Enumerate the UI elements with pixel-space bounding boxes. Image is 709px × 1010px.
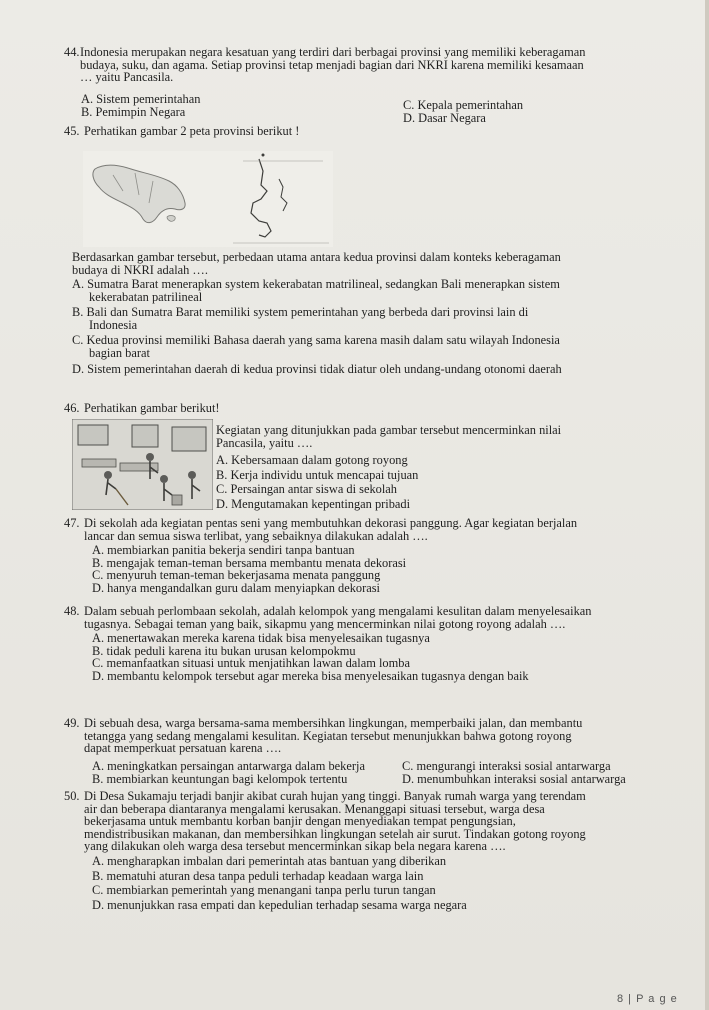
question-text: lancar dan semua siswa terlibat, yang sebaiknya dilakukan adalah …. (84, 528, 428, 543)
option-d[interactable]: D. Mengutamakan kepentingan pribadi (216, 496, 411, 511)
option-a[interactable]: A. membiarkan panitia bekerja sendiri tanpa bantuan (92, 543, 355, 558)
page-number: 8 | P a g e (617, 993, 678, 1005)
question-45-options (72, 278, 692, 375)
option-a[interactable]: A. menertawakan mereka karena tidak bisa menyelesaikan tugasnya (92, 631, 430, 646)
option-b[interactable]: B. Pemimpin Negara (81, 105, 186, 119)
option-d[interactable]: D. Dasar Negara (403, 111, 486, 125)
classroom-cleaning-image (72, 419, 213, 510)
option-c[interactable]: C. Persaingan antar siswa di sekolah (216, 482, 398, 497)
question-text: Pancasila, yaitu …. (216, 435, 313, 450)
question-number: 47. (64, 516, 80, 530)
question-text: tetangga yang sedang mengalami kesulitan. Kegiatan tersebut menunjukkan bahwa gotong royong (84, 728, 572, 743)
option-a[interactable]: A. Sumatra Barat menerapkan system kekerabatan matrilineal, sedangkan Bali menerapkan sistem (72, 277, 560, 291)
question-46-body (216, 424, 686, 511)
option-c[interactable]: C. memanfaatkan situasi untuk menjatihkan lawan dalam lomba (92, 656, 410, 671)
question-text: Dalam sebuah perlombaan sekolah, adalah kelompok yang mengalami kesulitan dalam menyelesaikan (84, 604, 592, 618)
option-b[interactable]: B. mengajak teman-teman bersama membantu menata dekorasi (92, 555, 407, 570)
question-text: air dan beberapa diantaranya mengalami kerusakan. Menanggapi situasi tersebut, warga desa (84, 801, 545, 816)
option-b[interactable]: B. membiarkan keuntungan bagi kelompok tertentu (92, 772, 348, 786)
question-45-body (72, 251, 692, 276)
option-c[interactable]: C. Kedua provinsi memiliki Bahasa daerah yang sama karena masih dalam satu wilayah Indonesia (72, 333, 560, 348)
question-text: Di Desa Sukamaju terjadi banjir akibat curah hujan yang tinggi. Banyak rumah warga yang terendam (84, 789, 586, 803)
option-b[interactable]: B. mematuhi aturan desa tanpa peduli terhadap keadaan warga lain (92, 868, 424, 883)
option-c[interactable]: C. mengurangi interaksi sosial antarwarga (402, 759, 611, 773)
option-d[interactable]: D. membantu kelompok tersebut agar mereka bisa menyelesaikan tugasnya dengan baik (92, 668, 529, 683)
question-text: budaya di NKRI adalah …. (72, 262, 208, 277)
question-number: 44. (64, 45, 80, 59)
question-prompt: Perhatikan gambar 2 peta provinsi berikut ! (84, 124, 300, 138)
question-text: Di sebuah desa, warga bersama-sama membersihkan lingkungan, memperbaiki jalan, dan membantu (84, 716, 583, 730)
option-c-cont[interactable]: bagian barat (89, 345, 150, 360)
question-text: Berdasarkan gambar tersebut, perbedaan utama antara kedua provinsi dalam konteks keberagaman (72, 250, 561, 264)
option-b[interactable]: B. tidak peduli karena itu bukan urusan kelompokmu (92, 643, 356, 658)
option-c[interactable]: C. membiarkan pemerintah yang menangani tanpa perlu turun tangan (92, 883, 436, 898)
question-text: dapat memperkuat persatuan karena …. (84, 741, 282, 756)
option-d[interactable]: D. menunjukkan rasa empati dan kepedulian terhadap sesama warga negara (92, 897, 467, 912)
question-prompt: Perhatikan gambar berikut! (84, 401, 220, 415)
option-d[interactable]: D. menumbuhkan interaksi sosial antarwarga (402, 772, 626, 786)
question-number: 49. (64, 716, 80, 730)
question-text: Indonesia merupakan negara kesatuan yang terdiri dari berbagai provinsi yang memiliki keberagaman (80, 45, 586, 59)
question-number: 46. (64, 401, 80, 415)
question-text: … yaitu Pancasila. (80, 70, 174, 85)
question-text: tugasnya. Sebagai teman yang baik, sikapmu yang mencerminkan nilai gotong royong adalah …. (84, 616, 566, 631)
option-b[interactable]: B. Bali dan Sumatra Barat memiliki system pemerintahan yang berbeda dari provinsi lain di (72, 305, 529, 320)
question-text: budaya, suku, dan agama. Setiap provinsi tetap menjadi bagian dari NKRI karena memiliki kesamaan (80, 57, 584, 72)
page-edge (705, 0, 709, 1010)
question-text: mendistribusikan makanan, dan membersihkan lingkungan setelah air surut. Tindakan gotong royong (84, 826, 586, 841)
option-c[interactable]: C. menyuruh teman-teman bekerjasama menata panggung (92, 568, 381, 583)
question-number: 45. (64, 124, 80, 138)
question-text: Kegiatan yang ditunjukkan pada gambar tersebut mencerminkan nilai (216, 423, 562, 437)
question-text: bekerjasama untuk membantu korban banjir dengan menyediakan tempat pengungsian, (84, 814, 516, 829)
map-illustration (83, 151, 333, 247)
option-a[interactable]: A. Sistem pemerintahan (81, 92, 201, 106)
option-d[interactable]: D. hanya mengandalkan guru dalam menyiapkan dekorasi (92, 580, 380, 595)
province-maps-image (83, 151, 333, 247)
question-number: 50. (64, 789, 80, 803)
option-b-cont[interactable]: Indonesia (89, 317, 138, 332)
question-text: Di sekolah ada kegiatan pentas seni yang membutuhkan dekorasi panggung. Agar kegiatan berjalan (84, 516, 578, 530)
option-d[interactable]: D. Sistem pemerintahan daerah di kedua provinsi tidak diatur oleh undang-undang otonomi daerah (72, 361, 562, 376)
question-number: 48. (64, 604, 80, 618)
option-a[interactable]: A. mengharapkan imbalan dari pemerintah atas bantuan yang diberikan (92, 853, 447, 868)
option-c[interactable]: C. Kepala pemerintahan (403, 98, 524, 112)
cleaning-illustration (72, 419, 213, 510)
option-b[interactable]: B. Kerja individu untuk mencapai tujuan (216, 467, 419, 482)
option-a-cont[interactable]: kekerabatan patrilineal (89, 289, 203, 304)
option-a[interactable]: A. meningkatkan persaingan antarwarga dalam bekerja (92, 759, 365, 773)
question-text: yang dilakukan oleh warga desa tersebut mencerminkan sikap bela negara karena …. (84, 839, 506, 854)
option-a[interactable]: A. Kebersamaan dalam gotong royong (216, 453, 408, 468)
